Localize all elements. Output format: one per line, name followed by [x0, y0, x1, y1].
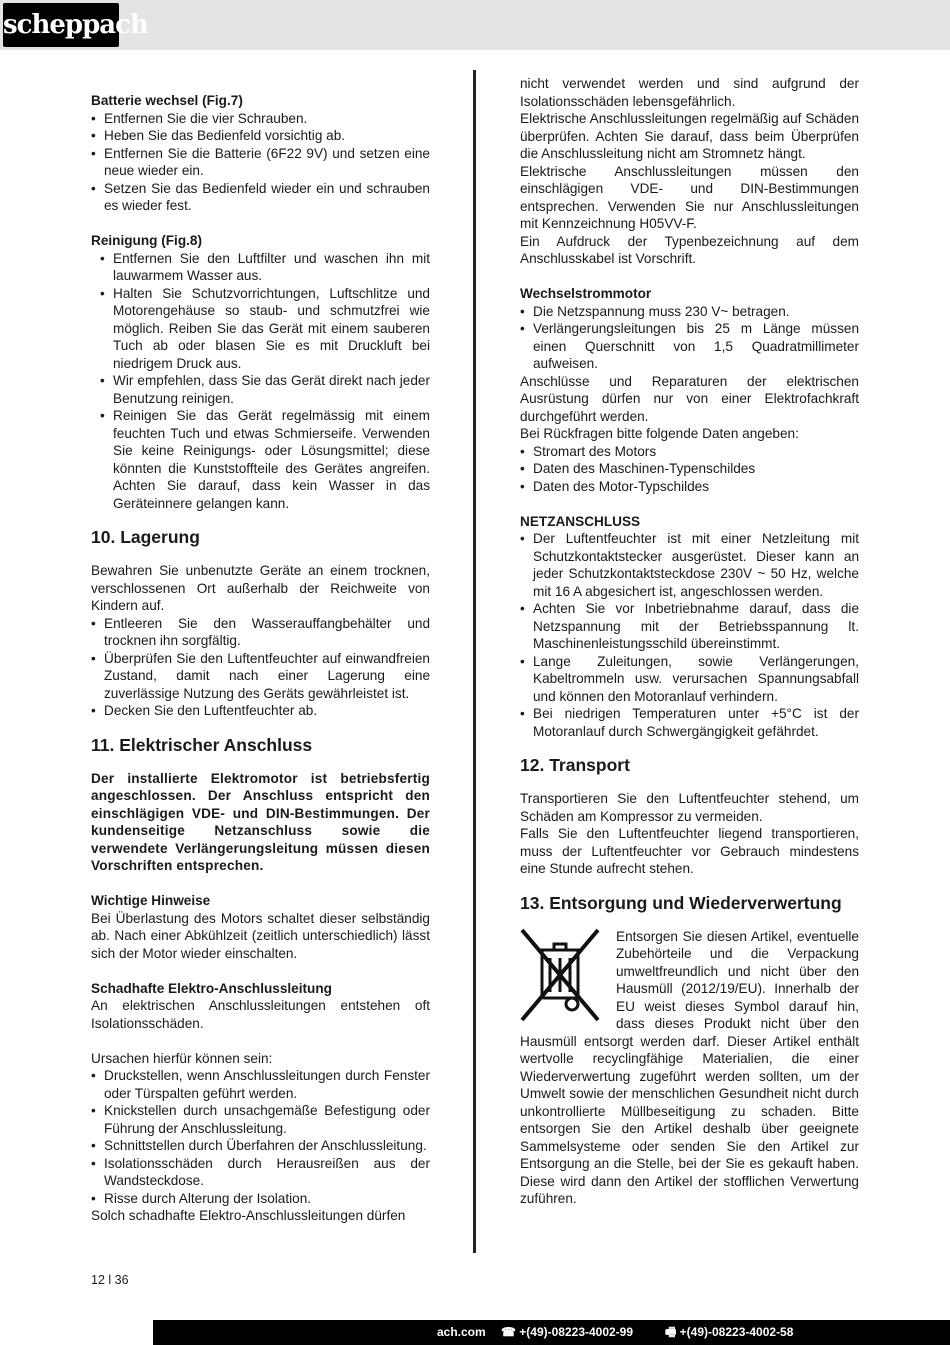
- list-item: • Der Luftentfeuchter ist mit einer Netzleitung mit Schutzkontaktstecker ausgerüstet. Dieser kann an jeder Schutzkontaktsteckdose 230V ~ 50 Hz, welche mit 16 A abgesichert ist, angeschlossen werden.: [520, 530, 859, 600]
- disposal-text: Entsorgen Sie diesen Artikel, eventuelle Zubehörteile und die Verpackung umweltfreundlich und nicht über den Hausmüll (2012/19/EU). Innerhalb der EU weist dieses Symbol darauf hin, dass dieses Produkt nicht über den Hausmüll entsorgt werden darf. Dieser Artikel enthält wertvolle recyclingfähige Materialien, die einer Wiederverwertung zugeführt werden sollten, um der Umwelt sowie der menschlichen Gesundheit nicht durch unkontrollierte Müllbeseitigung zu schaden. Bitte entsorgen Sie den Artikel deshalb über geeignete Sammelsysteme oder senden Sie den Artikel zur Entsorgung an die Stelle, bei der Sie es gekauft haben. Diese wird dann den Artikel der stofflichen Verwertung zuführen.: [520, 928, 859, 1206]
- list-item: • Isolationsschäden durch Herausreißen aus der Wandsteckdose.: [91, 1155, 430, 1190]
- ac-motor-title: Wechselstrommotor: [520, 286, 652, 301]
- battery-title: Batterie wechsel (Fig.7): [91, 93, 243, 108]
- causes-list: [91, 1067, 430, 1207]
- list-item: • Lange Zuleitungen, sowie Verlängerungen, Kabeltrommeln usw. verursachen Spannungsabfall und können den Motoranlauf verhindern.: [520, 653, 859, 706]
- list-item: • Daten des Maschinen-Typenschildes: [520, 460, 859, 478]
- battery-list: [91, 110, 430, 215]
- check-text-3: Ein Aufdruck der Typenbezeichnung auf dem Anschlusskabel ist Vorschrift.: [520, 233, 859, 266]
- list-item: • Knickstellen durch unsachgemäße Befestigung oder Führung der Anschlussleitung.: [91, 1102, 430, 1137]
- list-item: • Stromart des Motors: [520, 443, 859, 461]
- causes-intro: Ursachen hierfür können sein:: [91, 1050, 273, 1066]
- storage-list: [91, 615, 430, 720]
- transport-text-1: Transportieren Sie den Luftentfeuchter stehend, um Schäden am Kompressor zu vermeiden.: [520, 791, 859, 824]
- list-item: • Entfernen Sie die Batterie (6F22 9V) und setzen eine neue wieder ein.: [91, 145, 430, 180]
- ac-text-1: Anschlüsse und Reparaturen der elektrischen Ausrüstung dürfen nur von einer Elektrofachkraft durchgeführt werden.: [520, 373, 859, 424]
- footer-web: ach.com: [437, 1325, 486, 1339]
- disposal-heading: 13. Entsorgung und Wiederverwertung: [520, 892, 842, 913]
- list-item: • Die Netzspannung muss 230 V~ betragen.: [520, 303, 859, 321]
- mains-title: NETZANSCHLUSS: [520, 513, 641, 529]
- list-item: • Risse durch Alterung der Isolation.: [91, 1190, 430, 1208]
- list-item: • Bei niedrigen Temperaturen unter +5°C ist der Motoranlauf durch Schwergängigkeit gefährdet.: [520, 705, 859, 740]
- list-item: • Entleeren Sie den Wasserauffangbehälter und trocknen ihn sorgfältig.: [91, 615, 430, 650]
- footer-phone: ☎ +(49)-08223-4002-99: [501, 1325, 634, 1339]
- list-item: • Daten des Motor-Typschildes: [520, 478, 859, 496]
- transport-heading: 12. Transport: [520, 755, 630, 775]
- ac-data-list: [520, 443, 859, 496]
- list-item: • Wir empfehlen, dass Sie das Gerät direkt nach jeder Benutzung reinigen.: [91, 372, 430, 407]
- ac-list: [520, 303, 859, 373]
- footer-bar: [153, 1320, 950, 1345]
- continued-text: nicht verwendet werden und sind aufgrund der Isolationsschäden lebensgefährlich.: [520, 76, 859, 109]
- defect-text: An elektrischen Anschlussleitungen entstehen oft Isolationsschäden.: [91, 998, 430, 1031]
- list-item: • Entfernen Sie die vier Schrauben.: [91, 110, 430, 128]
- list-item: • Reinigen Sie das Gerät regelmässig mit einem feuchten Tuch und etwas Schmierseife. Verwenden Sie keine Reinigungs- oder Lösungsmittel; diese könnten die Kunststoffteile des Gerätes angreifen. Achten Sie darauf, dass kein Wasser in das Geräteinnere gelangen kann.: [91, 407, 430, 512]
- hints-text: Bei Überlastung des Motors schaltet dieser selbständig ab. Nach einer Abkühlzeit (zeitlich unterschiedlich) lässt sich der Motor wieder einschalten.: [91, 910, 430, 961]
- causes-outro: Solch schadhafte Elektro-Anschlussleitungen dürfen: [91, 1208, 406, 1223]
- electric-heading: 11. Elektrischer Anschluss: [91, 734, 313, 755]
- crossed-bin-icon: [520, 928, 600, 1026]
- storage-intro: Bewahren Sie unbenutzte Geräte an einem trocknen, verschlossenen Ort außerhalb der Reichweite von Kindern auf.: [91, 563, 430, 613]
- list-item: • Decken Sie den Luftentfeuchter ab.: [91, 702, 430, 720]
- cleaning-list: [91, 250, 430, 513]
- page-number: 12 l 36: [91, 1273, 129, 1287]
- list-item: • Überprüfen Sie den Luftentfeuchter auf einwandfreien Zustand, damit nach einer Lagerung eine zuverlässige Nutzung des Geräts gewährleistet ist.: [91, 650, 430, 703]
- transport-text-2: Falls Sie den Luftentfeuchter liegend transportieren, muss der Luftentfeuchter vor Gebrauch mindestens eine Stunde aufrecht stehen.: [520, 826, 859, 876]
- page-header: [0, 0, 950, 50]
- scheppach-logo: scheppach: [3, 3, 119, 47]
- check-text-1: Elektrische Anschlussleitungen regelmäßig auf Schäden überprüfen. Achten Sie darauf, dass beim Überprüfen die Anschlussleitung nicht am Stromnetz hängt.: [520, 111, 859, 161]
- list-item: • Setzen Sie das Bedienfeld wieder ein und schrauben es wieder fest.: [91, 180, 430, 215]
- list-item: • Schnittstellen durch Überfahren der Anschlussleitung.: [91, 1137, 430, 1155]
- list-item: • Heben Sie das Bedienfeld vorsichtig ab.: [91, 127, 430, 145]
- list-item: • Halten Sie Schutzvorrichtungen, Luftschlitze und Motorengehäuse so staub- und schmutzfrei wie möglich. Reiben Sie das Gerät mit einem sauberen Tuch ab oder blasen Sie es mit Druckluft bei niedrigem Druck aus.: [91, 285, 430, 373]
- list-item: • Entfernen Sie den Luftfilter und waschen ihn mit lauwarmem Wasser aus.: [91, 250, 430, 285]
- footer-fax: 🖷 +(49)-08223-4002-58: [665, 1325, 794, 1339]
- left-column: [91, 92, 430, 1225]
- list-item: • Achten Sie vor Inbetriebnahme darauf, dass die Netzspannung mit der Betriebsspannung lt. Maschinenleistungsschild übereinstimmt.: [520, 600, 859, 653]
- list-item: • Druckstellen, wenn Anschlussleitungen durch Fenster oder Türspalten geführt werden.: [91, 1067, 430, 1102]
- electric-intro: Der installierte Elektromotor ist betriebsfertig angeschlossen. Der Anschluss entspricht den einschlägigen VDE- und DIN-Bestimmungen. Der kundenseitige Netzanschluss sowie die verwendete Verlängerungsleitung müssen diesen Vorschriften entsprechen.: [91, 770, 430, 873]
- mains-list: [520, 530, 859, 740]
- column-divider: [473, 70, 476, 1253]
- storage-heading: 10. Lagerung: [91, 527, 200, 547]
- right-column: [520, 75, 859, 1208]
- cleaning-title: Reinigung (Fig.8): [91, 233, 203, 248]
- check-text-2: Elektrische Anschlussleitungen müssen den einschlägigen VDE- und DIN-Bestimmungen entsprechen. Verwenden Sie nur Anschlussleitungen mit Kennzeichnung H05VV-F.: [520, 163, 859, 231]
- hints-title: Wichtige Hinweise: [91, 893, 211, 908]
- list-item: • Verlängerungsleitungen bis 25 m Länge müssen einen Querschnitt von 1,5 Quadratmillimeter aufweisen.: [520, 320, 859, 373]
- ac-text-2: Bei Rückfragen bitte folgende Daten angeben:: [520, 426, 799, 441]
- defect-title: Schadhafte Elektro-Anschlussleitung: [91, 980, 332, 996]
